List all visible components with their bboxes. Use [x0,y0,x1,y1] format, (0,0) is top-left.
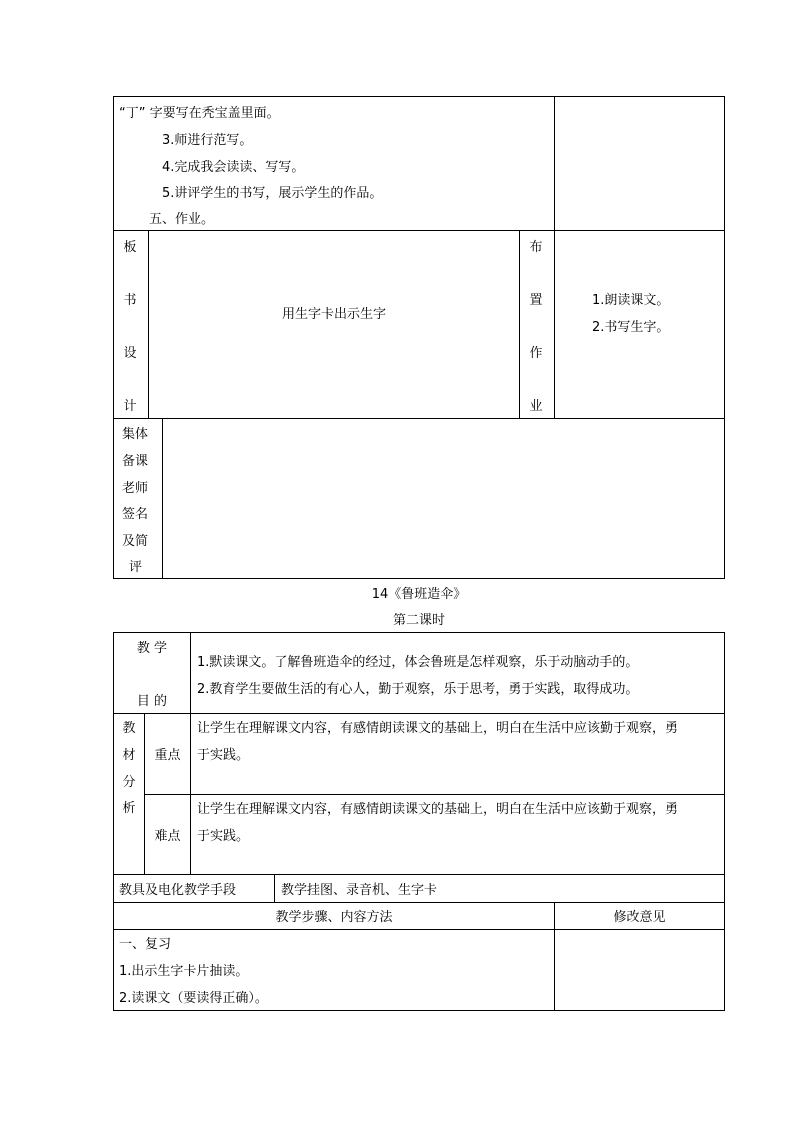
tools-value: 教学挂图、录音机、生字卡 [281,883,438,898]
goal-label: 教 学 [136,641,168,656]
revision-header: 修改意见 [613,910,666,925]
step-line: 4.完成我会读读、写写。 [162,160,305,175]
review-label-line: 老师 [122,481,149,496]
key-line: 让学生在理解课文内容，有感情朗读课文的基础上，明白在生活中应该勤于观察，勇 [197,721,679,736]
homework-label-char: 作 [529,346,543,361]
difficulty-label: 难点 [154,829,181,844]
homework-item: 1.朗读课文。 [592,293,670,308]
lesson-step: 1.出示生字卡片抽读。 [119,964,249,979]
steps-header: 教学步骤、内容方法 [275,910,393,925]
goal-line: 1.默读课文。了解鲁班造伞的经过，体会鲁班是怎样观察，乐于动脑动手的。 [197,655,639,670]
goal-line: 2.教育学生要做生活的有心人，勤于观察，乐于思考，勇于实践，取得成功。 [197,682,639,697]
lesson-title: 14《鲁班造伞》 [371,587,467,602]
homework-label-char: 置 [529,293,543,308]
review-label-line: 及简 [122,534,149,549]
review-content-cell [162,418,725,579]
analysis-label-char: 分 [122,775,136,790]
board-label-char: 书 [123,293,137,308]
homework-item: 2.书写生字。 [592,320,670,335]
review-label-line: 签名 [122,507,149,522]
step-line: 3.师进行范写。 [162,133,253,148]
step-line: 五、作业。 [149,212,215,227]
lesson-step: 2.读课文（要读得正确）。 [119,991,268,1006]
tools-label: 教具及电化教学手段 [119,883,237,898]
lesson-step: 一、复习 [119,937,172,952]
lesson-period: 第二课时 [392,613,445,628]
goal-label: 目 的 [136,694,168,709]
difficulty-line: 于实践。 [197,829,250,844]
board-content: 用生字卡出示生字 [281,307,386,322]
review-label-line: 集体 [122,427,149,442]
homework-label-cell [519,230,555,419]
review-label-line: 评 [129,560,143,575]
step-line: “丁” 字要写在秃宝盖里面。 [119,106,280,121]
analysis-label-cell [113,713,145,875]
step-line: 5.讲评学生的书写，展示学生的作品。 [162,186,383,201]
goal-content-cell [190,632,725,714]
analysis-label-char: 材 [122,748,136,763]
analysis-label-char: 析 [122,801,136,816]
key-line: 于实践。 [197,748,250,763]
difficulty-line: 让学生在理解课文内容，有感情朗读课文的基础上，明白在生活中应该勤于观察，勇 [197,802,679,817]
key-label: 重点 [154,748,181,763]
board-label-cell [113,230,149,419]
board-label-char: 设 [123,346,137,361]
board-content-cell [148,230,520,419]
homework-label-char: 业 [529,399,543,414]
board-label-char: 计 [123,399,137,414]
homework-label-char: 布 [529,240,543,255]
review-label-line: 备课 [122,454,149,469]
analysis-label-char: 教 [122,721,136,736]
board-label-char: 板 [123,240,137,255]
revision-content-cell [554,929,725,1011]
remarks-cell [554,96,725,231]
